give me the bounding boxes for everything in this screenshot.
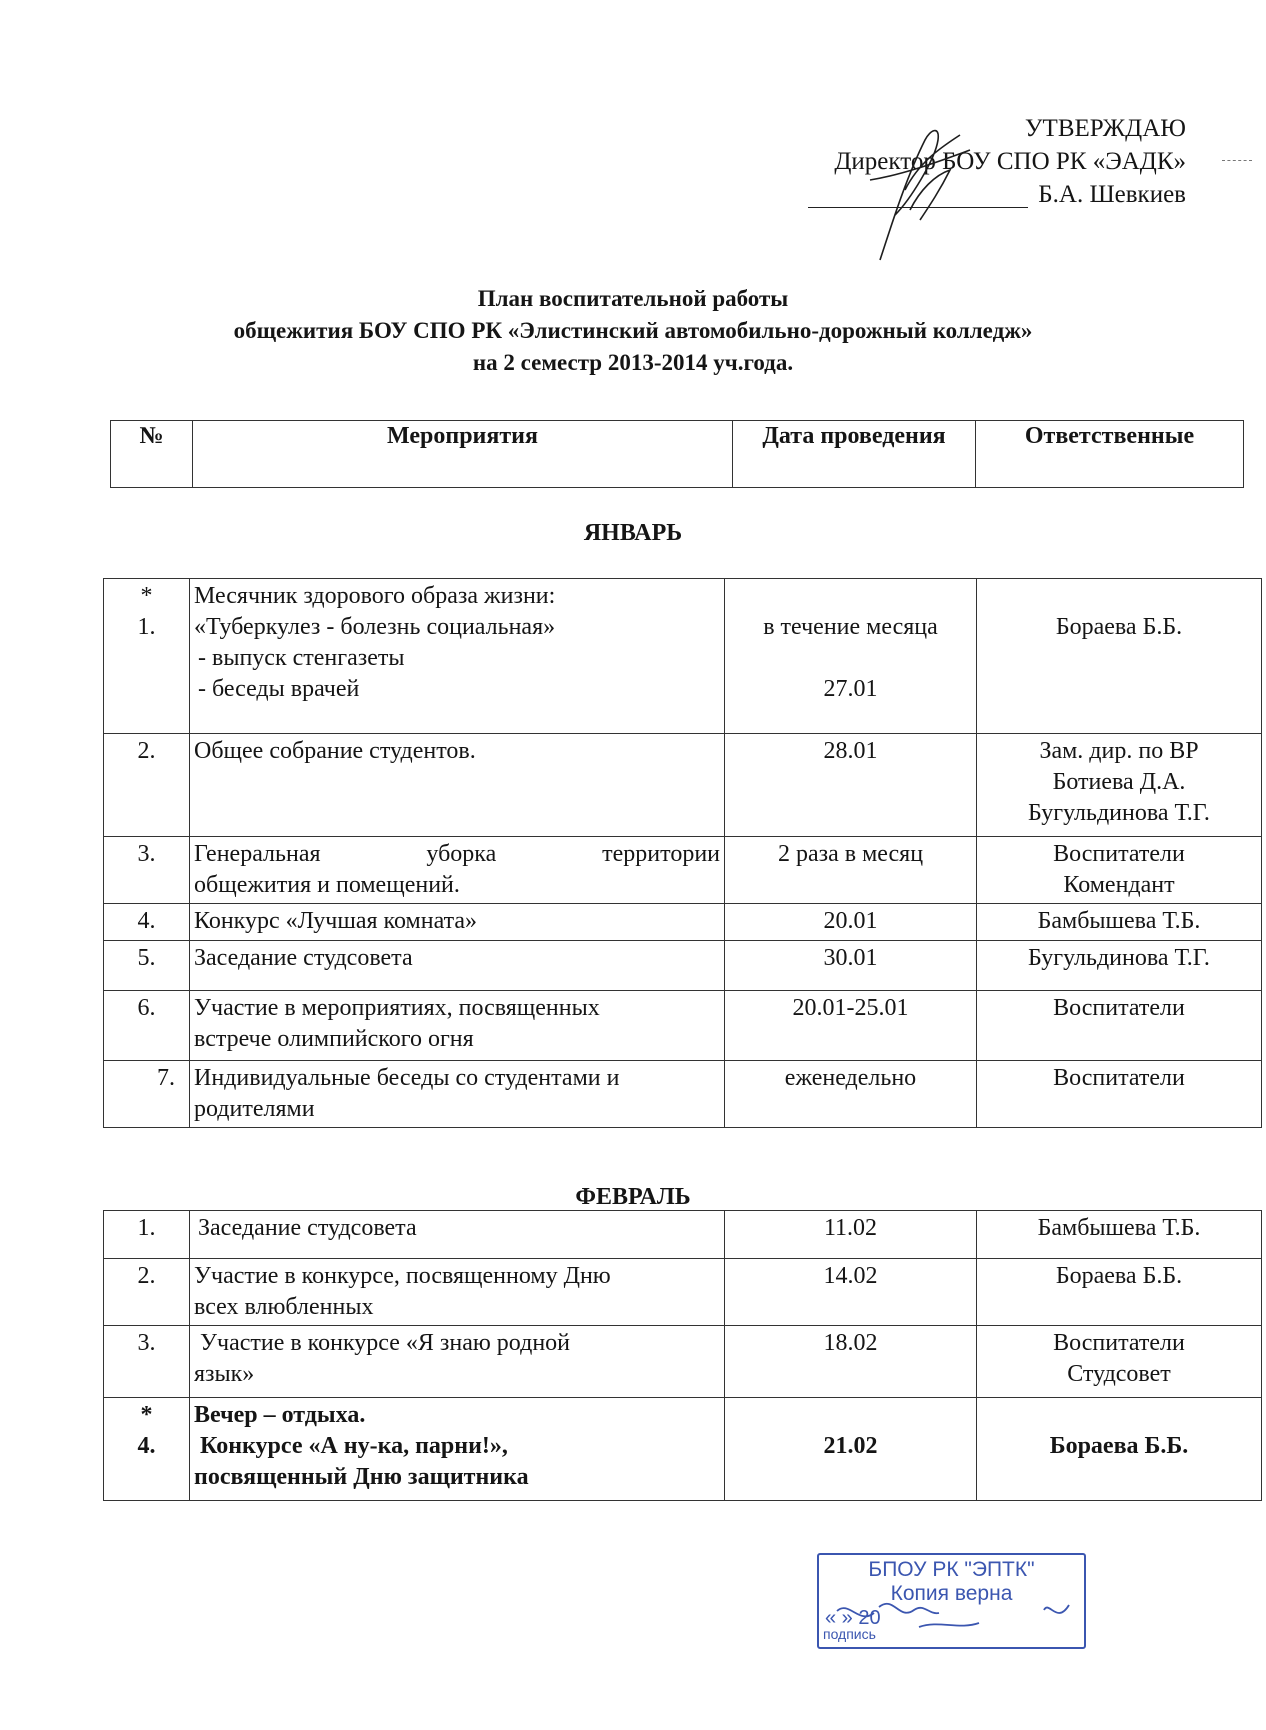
row-responsible: Воспитатели — [977, 991, 1262, 1061]
title-line-1: План воспитательной работы — [477, 286, 789, 311]
month-january: ЯНВАРЬ — [583, 520, 683, 546]
table-row — [104, 1211, 1262, 1259]
row-date: 2 раза в месяц — [725, 837, 977, 904]
header-num: № — [111, 421, 193, 488]
row-responsible: Воспитатели Студсовет — [977, 1326, 1262, 1398]
row-num: 2. — [104, 734, 190, 837]
row-date: в течение месяца 27.01 — [725, 579, 977, 734]
row-event: Заседание студсовета — [190, 941, 725, 991]
row-date: 21.02 — [725, 1398, 977, 1501]
row-event: Вечер – отдыха. Конкурсе «А ну-ка, парни!», посвященный Дню защитника — [190, 1398, 725, 1501]
row-responsible: Воспитатели — [977, 1061, 1262, 1128]
table-row — [104, 837, 1262, 904]
row-date: еженедельно — [725, 1061, 977, 1128]
row-responsible: Бораева Б.Б. — [977, 579, 1262, 734]
row-num: * 4. — [104, 1398, 190, 1501]
row-event: Общее собрание студентов. — [190, 734, 725, 837]
february-table — [103, 1210, 1262, 1501]
row-responsible: Зам. дир. по ВР Ботиева Д.А. Бугульдинова Т.Г. — [977, 734, 1262, 837]
header-event: Мероприятия — [193, 421, 733, 488]
table-row — [104, 579, 1262, 734]
table-row — [104, 991, 1262, 1061]
row-date: 20.01-25.01 — [725, 991, 977, 1061]
row-date: 11.02 — [725, 1211, 977, 1259]
approval-line-1: УТВЕРЖДАЮ — [1024, 115, 1186, 142]
row-date: 14.02 — [725, 1259, 977, 1326]
table-row — [104, 904, 1262, 941]
row-event: Участие в конкурсе, посвященному Дню всех влюбленных — [190, 1259, 725, 1326]
row-event: Индивидуальные беседы со студентами и родителями — [190, 1061, 725, 1128]
table-row — [104, 1259, 1262, 1326]
document-title — [0, 283, 1266, 379]
approval-line-2: Директор БОУ СПО РК «ЭАДК» — [834, 148, 1186, 175]
row-event: Участие в мероприятиях, посвященных встрече олимпийского огня — [190, 991, 725, 1061]
row-num: 3. — [104, 837, 190, 904]
row-num: 2. — [104, 1259, 190, 1326]
table-row — [104, 941, 1262, 991]
row-num: 1. — [104, 1211, 190, 1259]
row-event: Конкурс «Лучшая комната» — [190, 904, 725, 941]
row-num: 7. — [104, 1061, 190, 1128]
row-date: 28.01 — [725, 734, 977, 837]
certification-stamp — [817, 1553, 1086, 1649]
row-event: Участие в конкурсе «Я знаю родной язык» — [190, 1326, 725, 1398]
director-name: Б.А. Шевкиев — [1038, 181, 1186, 208]
row-responsible: Бамбышева Т.Б. — [977, 1211, 1262, 1259]
row-num: 5. — [104, 941, 190, 991]
table-row — [104, 1326, 1262, 1398]
stamp-line-4: подпись — [823, 1626, 876, 1642]
stamp-line-2: Копия верна — [890, 1582, 1013, 1605]
row-num: * 1. — [104, 579, 190, 734]
table-row — [104, 734, 1262, 837]
signature-icon — [850, 120, 980, 270]
row-responsible: Воспитатели Комендант — [977, 837, 1262, 904]
stamp-handwriting-icon — [819, 1555, 1084, 1647]
row-event: Месячник здорового образа жизни: «Туберкулез - болезнь социальная» - выпуск стенгазеты - беседы врачей — [190, 579, 725, 734]
edge-dash — [1222, 160, 1252, 161]
stamp-line-1: БПОУ РК "ЭПТК" — [868, 1558, 1035, 1581]
january-table — [103, 578, 1262, 1128]
row-num: 4. — [104, 904, 190, 941]
header-responsible: Ответственные — [976, 421, 1244, 488]
row-event: Заседание студсовета — [190, 1211, 725, 1259]
title-line-2: общежития БОУ СПО РК «Элистинский автомобильно-дорожный колледж» — [233, 318, 1033, 343]
row-responsible: Бамбышева Т.Б. — [977, 904, 1262, 941]
table-row — [104, 1398, 1262, 1501]
row-num: 6. — [104, 991, 190, 1061]
row-responsible: Бораева Б.Б. — [977, 1398, 1262, 1501]
row-date: 18.02 — [725, 1326, 977, 1398]
header-table — [110, 420, 1244, 488]
row-event: Генеральная уборка территории общежития и помещений. — [190, 837, 725, 904]
header-date: Дата проведения — [733, 421, 976, 488]
row-date: 20.01 — [725, 904, 977, 941]
month-february: ФЕВРАЛЬ — [575, 1184, 691, 1210]
row-num: 3. — [104, 1326, 190, 1398]
title-line-3: на 2 семестр 2013-2014 уч.года. — [472, 350, 794, 375]
row-date: 30.01 — [725, 941, 977, 991]
row-responsible: Бугульдинова Т.Г. — [977, 941, 1262, 991]
row-responsible: Бораева Б.Б. — [977, 1259, 1262, 1326]
table-row — [104, 1061, 1262, 1128]
stamp-line-3: « » 20 — [825, 1607, 881, 1629]
